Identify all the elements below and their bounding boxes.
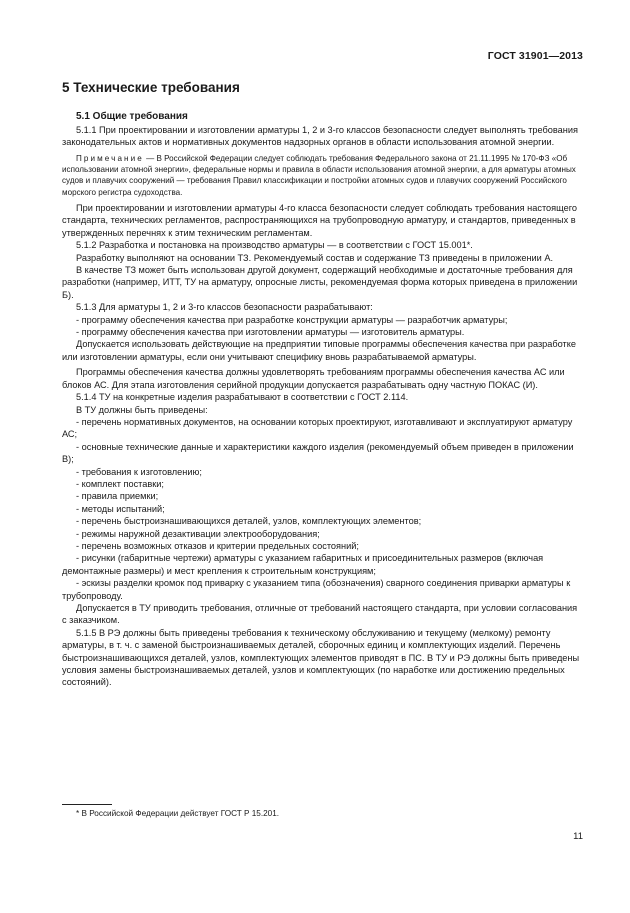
note-paragraph: [62, 153, 580, 198]
paragraph-5-1-4: 5.1.4 ТУ на конкретные изделия разрабатывают в соответствии с ГОСТ 2.114.: [76, 392, 409, 403]
list-item: - режимы наружной дезактивации электрооборудования;: [76, 528, 320, 539]
subsection-title: 5.1 Общие требования: [76, 111, 188, 122]
paragraph-tz-alternative: В качестве ТЗ может быть использован другой документ, содержащий необходимые и достаточные требования для разработки (например, ИТТ, ТУ на арматуру, опросные листы, рекомендуемая форма которых приведена в приложении Б).: [62, 265, 578, 300]
paragraph-5-1-5: 5.1.5 В РЭ должны быть приведены требования к техническому обслуживанию и текущему (мелкому) ремонту арматуры, в т. ч. с заменой быстроизнашиваемых деталей, сборочных единиц и комплектующих изделий. Перечень быстроизнашивающихся деталей, узлов, комплектующих элементов приводят в ПС. В ТУ и РЭ должны быть приведены условия замены быстроизнашиваемых деталей, узлов и комплектующих (по наработке или достижению предельных состояний).: [62, 627, 580, 688]
paragraph-5-1-3: 5.1.3 Для арматуры 1, 2 и 3-го классов безопасности разрабатывают:: [76, 302, 373, 313]
paragraph-5-1-2: 5.1.2 Разработка и постановка на производство арматуры — в соответствии с ГОСТ 15.001*.: [76, 240, 473, 251]
list-item: - эскизы разделки кромок под приварку с указанием типа (обозначения) сварного соединения приварки арматуры к трубопроводу.: [62, 578, 571, 601]
section-title: 5 Технические требования: [62, 80, 240, 95]
footnote-divider: [62, 804, 112, 805]
list-item: - требования к изготовлению;: [76, 466, 202, 477]
paragraph-tu-deviation: Допускается в ТУ приводить требования, отличные от требований настоящего стандарта, при условии согласования с заказчиком.: [62, 603, 578, 626]
paragraph-tz-basis: Разработку выполняют на основании ТЗ. Рекомендуемый состав и содержание ТЗ приведены в приложении А.: [76, 252, 554, 263]
note-text: — В Российской Федерации следует соблюдать требования Федерального закона от 21.11.1995 № 170-ФЗ «Об использовании атомной энергии», федеральные нормы и правила в области использования атомной энергии, а для арматуры атомных судов и плавучих сооружений — требования Правил классификации и постройки атомных судов и плавучих сооружений Российского морского регистра судоходства.: [62, 153, 576, 197]
paragraph-class4: При проектировании и изготовлении арматуры 4-го класса безопасности следует соблюдать требования настоящего стандарта, технических регламентов, распространяющихся на трубопроводную арматуру, и стандартов, приведенных в утвержденных перечнях к этим техническим регламентам.: [62, 203, 577, 238]
paragraph-typical-programs: Допускается использовать действующие на предприятии типовые программы обеспечения качества при разработке или изготовлении арматуры, если они учитывают специфику вновь разрабатываемой арматуры.: [62, 339, 576, 362]
list-item: - методы испытаний;: [76, 503, 165, 514]
paragraph-quality-programs: Программы обеспечения качества должны удовлетворять требованиям программы обеспечения качества АС или блоков АС. Для этапа изготовления серийной продукции допускается разрабатывать одну частную ПОКАС (И).: [62, 367, 565, 390]
body-text: [62, 124, 580, 689]
note-label: Примечание: [76, 153, 144, 163]
page-number: 11: [573, 831, 583, 842]
list-item: - перечень возможных отказов и критерии предельных состояний;: [76, 540, 359, 551]
list-item: - основные технические данные и характеристики каждого изделия (рекомендуемый объем приведен в приложении В);: [62, 441, 574, 465]
paragraph-5-1-1: 5.1.1 При проектировании и изготовлении арматуры 1, 2 и 3-го классов безопасности следует выполнять требования законодательных актов и нормативных документов надзорных органов в области использования атомной энергии.: [62, 125, 578, 148]
list-item: - программу обеспечения качества при разработке конструкции арматуры — разработчик арматуры;: [76, 314, 508, 325]
paragraph-tu-contents: В ТУ должны быть приведены:: [76, 404, 208, 415]
list-item: - комплект поставки;: [76, 478, 164, 489]
list-item: - рисунки (габаритные чертежи) арматуры с указанием габаритных и присоединительных размеров (включая демонтажные размеры) и мест крепления к строительным конструкциям;: [62, 553, 544, 576]
list-item: - перечень нормативных документов, на основании которых проектируют, изготавливают и эксплуатируют арматуру АС;: [62, 416, 573, 440]
list-item: - правила приемки;: [76, 491, 159, 502]
list-item: - перечень быстроизнашивающихся деталей, узлов, комплектующих элементов;: [76, 516, 422, 527]
list-item: - программу обеспечения качества при изготовлении арматуры — изготовитель арматуры.: [76, 327, 465, 338]
document-code-header: ГОСТ 31901—2013: [487, 50, 583, 62]
footnote: * В Российской Федерации действует ГОСТ Р 15.201.: [76, 809, 280, 818]
